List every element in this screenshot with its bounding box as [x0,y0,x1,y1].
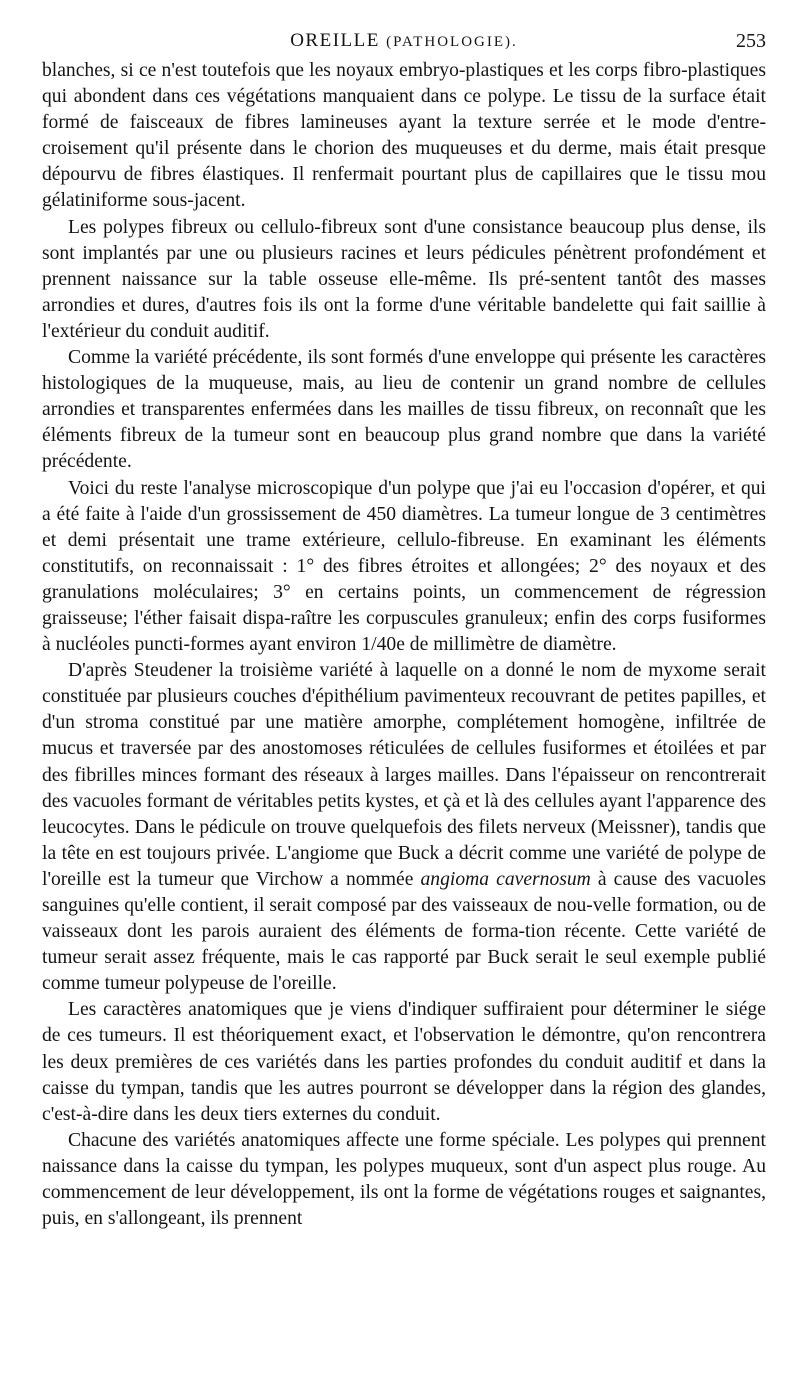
document-page [42,22,766,1232]
running-title [42,30,766,52]
running-header [42,22,766,58]
paragraph-continued: blanches, si ce n'est toutefois que les noyaux embryo-plastiques et les corps fibro-plastiques qui abondent dans ces végétations manquaient dans ce polype. Le tissu de la surface était formé de faisceaux de fibres lamineuses ayant la texture serrée et le mode d'entre-croisement qu'il présente dans le chorion des muqueuses et du derme, mais était presque dépourvu de fibres élastiques. Il renfermait pourtant plus de capillaires que le tissu mou gélatiniforme sous-jacent. [42,60,766,212]
header-title: OREILLE [290,30,380,51]
paragraph-histology: Comme la variété précédente, ils sont formés d'une enveloppe qui présente les caractères histologiques de la muqueuse, mais, au lieu de contenir un grand nombre de cellules arrondies et transparentes enfermées dans les mailles de tissu fibreux, on reconnaît que les éléments fibreux de la tumeur sont en beaucoup plus grand nombre que dans la variété précédente. [42,347,766,473]
page-number: 253 [736,30,766,52]
myxome-italic-term: angioma cavernosum [420,868,591,890]
paragraph-myxome [42,658,766,997]
myxome-text-after: à cause des vacuoles sanguines qu'elle contient, il serait composé par des vaisseaux de nou-velle formation, ou de vaisseaux dont les parois auraient des éléments de forma-tion récente. Cette variété de tumeur serait assez fréquente, mais le cas rapporté par Buck serait le seul exemple publié comme tumeur polypeuse de l'oreille. [42,868,766,995]
myxome-text-before: D'après Steudener la troisième variété à laquelle on a donné le nom de myxome serait constituée par plusieurs couches d'épithélium pavimenteux recouvrant de petites papilles, et d'un stroma constitué par une matière amorphe, complétement homogène, infiltrée de mucus et traversée par des anostomoses réticulées de cellules fusiformes et étoilées et par des fibrilles minces formant des réseaux à larges mailles. Dans l'épaisseur on rencontrerait des vacuoles formant de véritables petits kystes, et çà et là des cellules ayant l'apparence des leucocytes. Dans le pédicule on trouve quelquefois des filets nerveux (Meissner), tandis que la tête en est toujours privée. L'angiome que Buck a décrit comme une variété de polype de l'oreille est la tumeur que Virchow a nommée [42,660,766,890]
header-subtitle: (PATHOLOGIE). [386,34,518,50]
body-text [42,58,766,1232]
paragraph-fibrous-polyps: Les polypes fibreux ou cellulo-fibreux sont d'une consistance beaucoup plus dense, ils sont implantés par une ou plusieurs racines et leurs pédicules pénètrent profondément et prennent naissance sur la table osseuse elle-même. Ils pré-sentent tantôt des masses arrondies et dures, d'autres fois ils ont la forme d'une véritable bandelette qui fait saillie à l'extérieur du conduit auditif. [42,216,766,342]
paragraph-microscopic-analysis: Voici du reste l'analyse microscopique d'un polype que j'ai eu l'occasion d'opérer, et qui a été faite à l'aide d'un grossissement de 450 diamètres. La tumeur longue de 3 centimètres et demi présentait une trame extérieure, cellulo-fibreuse. En examinant les éléments constitutifs, on reconnaissait : 1° des fibres étroites et allongées; 2° des noyaux et des granulations moléculaires; 3° en certains points, un commencement de régression graisseuse; l'éther faisait dispa-raître les corpuscules granuleux; enfin des corps fusiformes à nucléoles puncti-formes ayant environ 1/40e de millimètre de diamètre. [42,477,766,656]
paragraph-varieties-forms: Chacune des variétés anatomiques affecte une forme spéciale. Les polypes qui prennent naissance dans la caisse du tympan, les polypes muqueux, sont d'un aspect plus rouge. Au commencement de leur développement, ils ont la forme de végétations rouges et saignantes, puis, en s'allongeant, ils prennent [42,1129,766,1230]
paragraph-anatomical-characters: Les caractères anatomiques que je viens d'indiquer suffiraient pour déterminer le siége de ces tumeurs. Il est théoriquement exact, et l'observation le démontre, qu'on rencontrera les deux premières de ces variétés dans les parties profondes du conduit auditif et dans la caisse du tympan, tandis que les autres pourront se développer dans la région des glandes, c'est-à-dire dans les deux tiers externes du conduit. [42,999,766,1125]
